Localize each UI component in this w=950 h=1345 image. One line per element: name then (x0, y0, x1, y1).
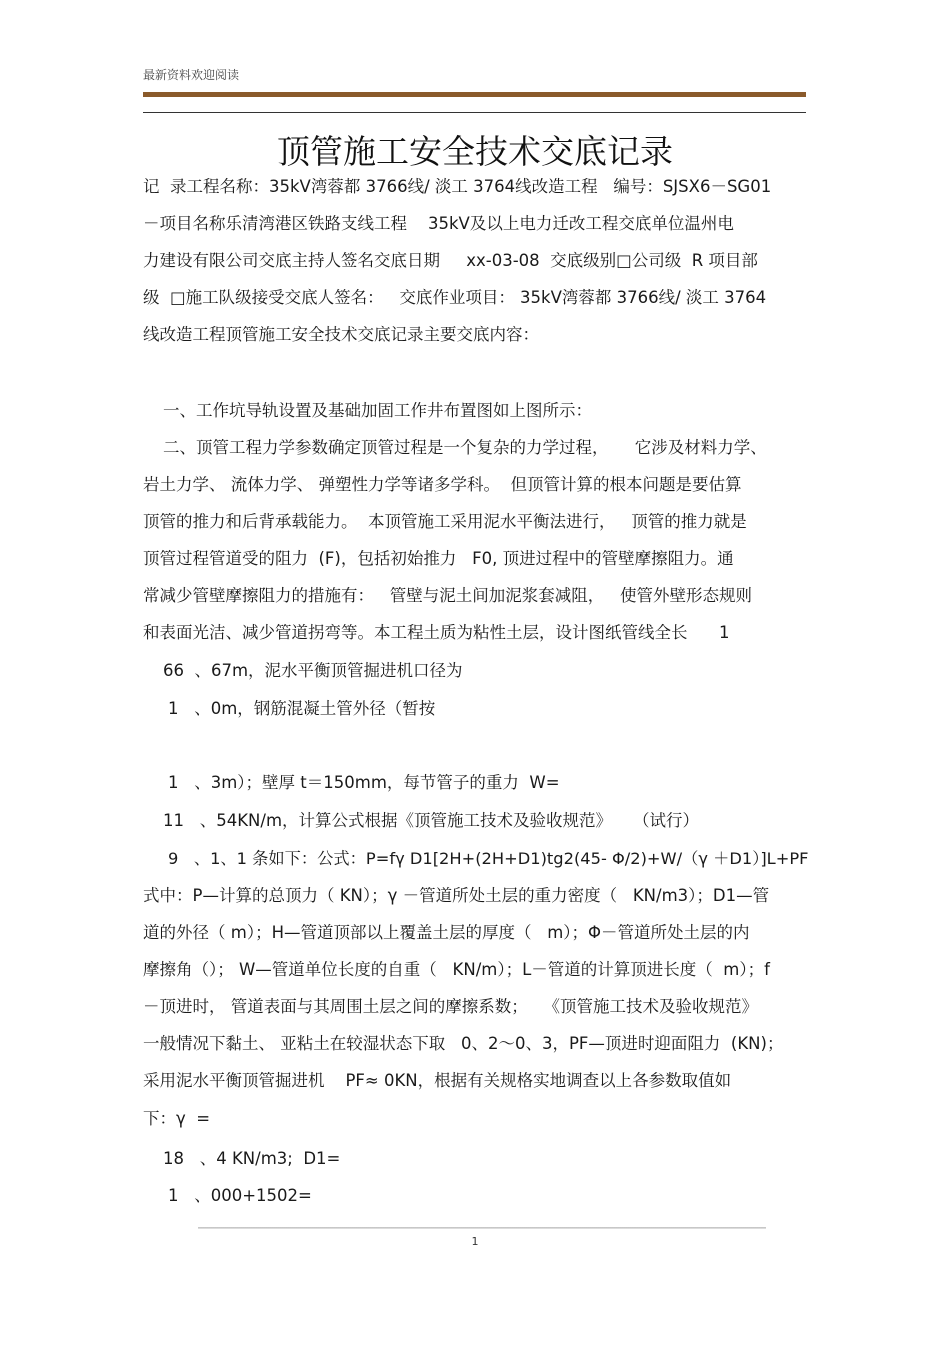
text-line: 级 □施工队级接受交底人签名： 交底作业项目： 35kV湾蓉都 3766线/ 淡工 3764 (143, 288, 767, 307)
text-line: 顶管过程管道受的阻力 (F)，包括初始推力 F0, 顶进过程中的管壁摩擦阻力。通 (143, 549, 734, 568)
text-line: 线改造工程顶管施工安全技术交底记录主要交底内容： (143, 325, 539, 344)
text-line: －项目名称乐清湾港区铁路支线工程 35kV及以上电力迁改工程交底单位温州电 (143, 214, 734, 233)
page-header-label: 最新资料欢迎阅读 (143, 68, 240, 82)
text-line: 1 、000+1502= (168, 1186, 312, 1205)
text-line: 1 、0m，钢筋混凝土管外径（暂按 (168, 699, 436, 718)
text-line: 二、顶管工程力学参数确定顶管过程是一个复杂的力学过程， 它涉及材料力学、 (163, 438, 767, 457)
text-line: 18 、4 KN/m3; D1= (163, 1149, 341, 1168)
text-line: 顶管的推力和后背承载能力。 本顶管施工采用泥水平衡法进行， 顶管的推力就是 (143, 512, 747, 531)
page-number: 1 (471, 1235, 479, 1248)
text-line: 采用泥水平衡顶管掘进机 PF≈ 0KN，根据有关规格实地调查以上各参数取值如 (143, 1071, 732, 1090)
footer-rule (198, 1227, 766, 1229)
text-line: 1 、3m）；壁厚 t＝150mm，每节管子的重力 W= (168, 773, 560, 792)
document-title: 顶管施工安全技术交底记录 (277, 132, 673, 171)
text-line: 一般情况下黏土、 亚粘土在较湿状态下取 0、2～0、3，PF—顶进时迎面阻力 (KN)； (143, 1034, 784, 1053)
text-line: 道的外径（ m）；H—管道顶部以上覆盖土层的厚度（ m）；Φ－管道所处土层的内 (143, 923, 750, 942)
text-line: 和表面光洁、减少管道拐弯等。本工程土质为粘性土层，设计图纸管线全长 1 (143, 623, 730, 642)
text-line: 一、工作坑导轨设置及基础加固工作井布置图如上图所示： (163, 401, 592, 420)
text-line: 记 录工程名称：35kV湾蓉都 3766线/ 淡工 3764线改造工程 编号：SJSX6－SG01 (143, 177, 772, 196)
text-line: 9 、1、1 条如下：公式：P=fγ D1[2H+(2H+D1)tg2(45- Φ/2)+W/（γ ＋D1）]L+PF (168, 849, 809, 868)
text-line: 下：γ = (143, 1109, 211, 1128)
text-line: 摩擦角（）； W—管道单位长度的自重（ KN/m）；L－管道的计算顶进长度（ m）；f (143, 960, 770, 979)
text-line: －顶进时， 管道表面与其周围土层之间的摩擦系数； 《顶管施工技术及验收规范》 (143, 997, 758, 1016)
text-line: 力建设有限公司交底主持人签名交底日期 xx-03-08 交底级别□公司级 R 项目部 (143, 251, 758, 270)
header-thick-rule (143, 92, 806, 97)
text-line: 岩土力学、 流体力学、 弹塑性力学等诸多学科。 但顶管计算的根本问题是要估算 (143, 475, 742, 494)
text-line: 式中：P—计算的总顶力（ KN）；γ －管道所处土层的重力密度（ KN/m3）；D1—管 (143, 886, 770, 905)
header-thin-rule (143, 112, 806, 113)
text-line: 常减少管壁摩擦阻力的措施有： 管壁与泥土间加泥浆套减阻， 使管外壁形态规则 (143, 586, 752, 605)
text-line: 66 、67m，泥水平衡顶管掘进机口径为 (163, 661, 463, 680)
text-line: 11 、54KN/m，计算公式根据《顶管施工技术及验收规范》 （试行） (163, 811, 700, 830)
